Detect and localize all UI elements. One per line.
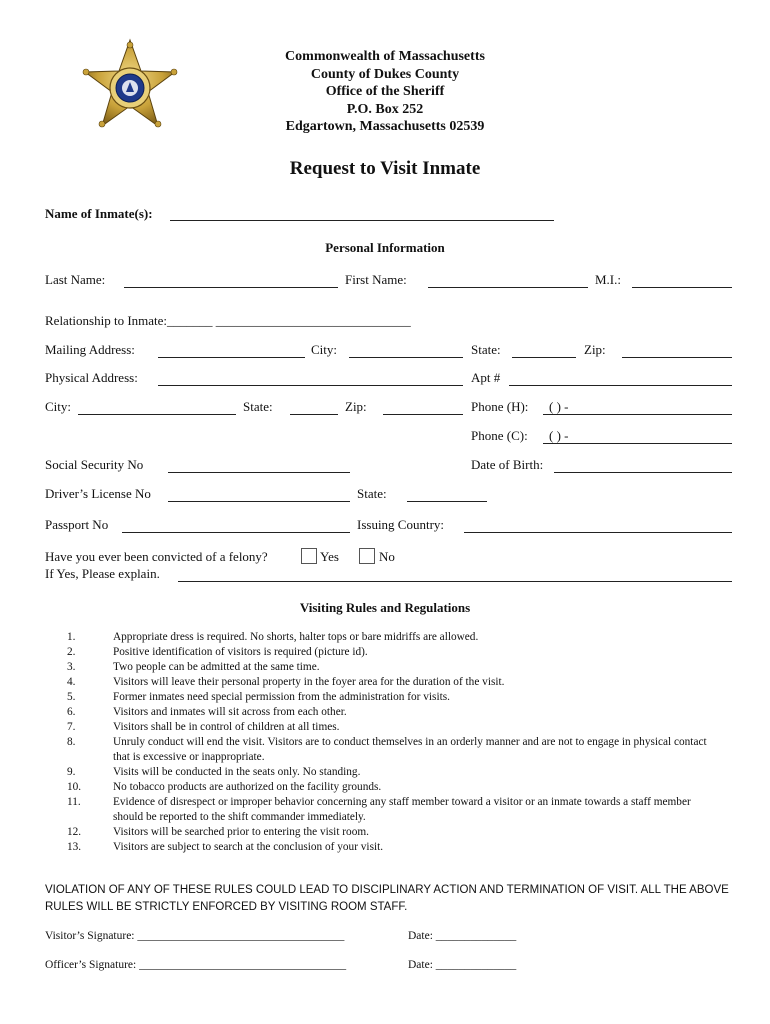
felony-yes-label: Yes	[320, 549, 339, 564]
mi-field[interactable]	[632, 287, 732, 288]
phone-cell-field[interactable]	[543, 428, 732, 444]
visitor-date-field[interactable]: Date: ______________	[408, 930, 517, 942]
mailing-state-field[interactable]	[512, 357, 576, 358]
rule-text: Evidence of disrespect or improper behavior concerning any staff member toward a visitor or an inmate towards a staff member should be reported to the shift commander immediately.	[113, 796, 691, 823]
apt-field[interactable]	[509, 385, 732, 386]
license-state-label: State:	[357, 486, 387, 501]
rule-text: Two people can be admitted at the same time.	[113, 661, 320, 673]
ssn-field[interactable]	[168, 472, 350, 473]
mailing-address-label: Mailing Address:	[45, 342, 135, 357]
rule-item	[67, 825, 707, 840]
physical-zip-label: Zip:	[345, 399, 367, 414]
rule-item	[67, 630, 707, 645]
header-line: Edgartown, Massachusetts 02539	[285, 119, 485, 134]
rule-item	[67, 720, 707, 735]
officer-signature-field[interactable]: Officer’s Signature: ____________________________________	[45, 959, 347, 971]
rule-number: 13.	[67, 841, 82, 853]
form-title: Request to Visit Inmate	[289, 158, 481, 179]
rule-number: 10.	[67, 781, 82, 793]
rule-item	[67, 735, 707, 765]
physical-address-field[interactable]	[158, 385, 463, 386]
physical-city-label: City:	[45, 399, 72, 414]
passport-label: Passport No	[45, 517, 109, 532]
mi-label: M.I.:	[595, 272, 621, 287]
ssn-label: Social Security No	[45, 457, 144, 472]
license-state-field[interactable]	[407, 501, 487, 502]
rule-item	[67, 765, 707, 780]
rule-text: Visitors are subject to search at the conclusion of your visit.	[113, 841, 384, 853]
mailing-address-field[interactable]	[158, 357, 305, 358]
physical-state-field[interactable]	[290, 414, 338, 415]
rule-number: 11.	[67, 796, 81, 808]
issuing-country-label: Issuing Country:	[357, 517, 445, 532]
rules-list	[67, 630, 707, 855]
physical-address-label: Physical Address:	[45, 370, 138, 385]
rule-number: 12.	[67, 826, 82, 838]
rule-text: Unruly conduct will end the visit. Visitors are to conduct themselves in an orderly manner and are not to engage in physical contact that is excessive or inappropriate.	[113, 736, 707, 763]
rules-heading: Visiting Rules and Regulations	[299, 600, 471, 615]
header-line: County of Dukes County	[310, 66, 460, 82]
mailing-city-field[interactable]	[349, 357, 463, 358]
rule-item	[67, 795, 707, 825]
rule-item	[67, 690, 707, 705]
felony-no-checkbox[interactable]	[359, 548, 375, 564]
visitor-signature-field[interactable]: Visitor’s Signature: ____________________________________	[45, 930, 345, 942]
rule-text: Visitors will leave their personal property in the foyer area for the duration of the visit.	[113, 676, 505, 688]
dob-label: Date of Birth:	[471, 457, 544, 472]
rule-text: Former inmates need special permission from the administration for visits.	[113, 691, 450, 703]
phone-home-field[interactable]	[543, 399, 732, 415]
drivers-license-field[interactable]	[168, 501, 350, 502]
mailing-zip-label: Zip:	[584, 342, 606, 357]
rule-text: Visitors will be searched prior to entering the visit room.	[113, 826, 369, 838]
rule-number: 4.	[67, 676, 76, 688]
rule-number: 2.	[67, 646, 76, 658]
drivers-license-label: Driver’s License No	[45, 486, 151, 501]
phone-home-label: Phone (H):	[471, 399, 529, 414]
first-name-label: First Name:	[345, 272, 407, 287]
rule-text: Positive identification of visitors is required (picture id).	[113, 646, 368, 658]
personal-info-heading: Personal Information	[325, 240, 445, 255]
rule-text: Visitors shall be in control of children at all times.	[113, 721, 340, 733]
office-header	[200, 48, 570, 136]
rule-item	[67, 645, 707, 660]
rule-number: 5.	[67, 691, 76, 703]
felony-explain-label: If Yes, Please explain.	[45, 566, 160, 581]
rule-number: 9.	[67, 766, 76, 778]
phone-cell-label: Phone (C):	[471, 428, 528, 443]
rule-item	[67, 780, 707, 795]
relationship-field[interactable]: Relationship to Inmate:_______ ______________________________	[45, 313, 411, 328]
header-line: P.O. Box 252	[346, 101, 424, 117]
last-name-field[interactable]	[124, 287, 338, 288]
rule-number: 8.	[67, 736, 76, 748]
felony-explain-field[interactable]	[178, 581, 732, 582]
phone-cell-format: ( ) -	[549, 428, 569, 443]
physical-zip-field[interactable]	[383, 414, 463, 415]
rule-text: Appropriate dress is required. No shorts, halter tops or bare midriffs are allowed.	[113, 631, 479, 643]
rule-item	[67, 660, 707, 675]
felony-no-label: No	[379, 549, 395, 564]
mailing-zip-field[interactable]	[622, 357, 732, 358]
rule-item	[67, 705, 707, 720]
felony-question: Have you ever been convicted of a felony?	[45, 549, 268, 564]
rule-text: Visits will be conducted in the seats only. No standing.	[113, 766, 361, 778]
rule-number: 6.	[67, 706, 76, 718]
inmate-name-field[interactable]	[170, 220, 554, 221]
phone-home-format: ( ) -	[549, 399, 569, 414]
rule-text: No tobacco products are authorized on the facility grounds.	[113, 781, 382, 793]
rule-number: 3.	[67, 661, 76, 673]
seal-star-icon	[80, 38, 180, 134]
rule-number: 7.	[67, 721, 76, 733]
passport-field[interactable]	[122, 532, 350, 533]
sheriff-seal	[80, 38, 180, 134]
apt-label: Apt #	[471, 370, 501, 385]
inmate-name-label: Name of Inmate(s):	[45, 206, 153, 221]
officer-date-field[interactable]: Date: ______________	[408, 959, 517, 971]
header-line: Commonwealth of Massachusetts	[285, 49, 485, 64]
rule-item	[67, 675, 707, 690]
mailing-city-label: City:	[311, 342, 338, 357]
felony-yes-checkbox[interactable]	[301, 548, 317, 564]
rule-text: Visitors and inmates will sit across from each other.	[113, 706, 347, 718]
mailing-state-label: State:	[471, 342, 501, 357]
issuing-country-field[interactable]	[464, 532, 732, 533]
first-name-field[interactable]	[428, 287, 588, 288]
rule-item	[67, 840, 707, 855]
physical-city-field[interactable]	[78, 414, 236, 415]
rule-number: 1.	[67, 631, 76, 643]
dob-field[interactable]	[554, 472, 732, 473]
last-name-label: Last Name:	[45, 272, 106, 287]
physical-state-label: State:	[243, 399, 273, 414]
header-line: Office of the Sheriff	[325, 84, 445, 99]
violation-notice: VIOLATION OF ANY OF THESE RULES COULD LEAD TO DISCIPLINARY ACTION AND TERMINATION OF VISIT. ALL THE ABOVE RULES WILL BE STRICTLY ENFORCED BY VISITING ROOM STAFF.	[45, 884, 729, 913]
